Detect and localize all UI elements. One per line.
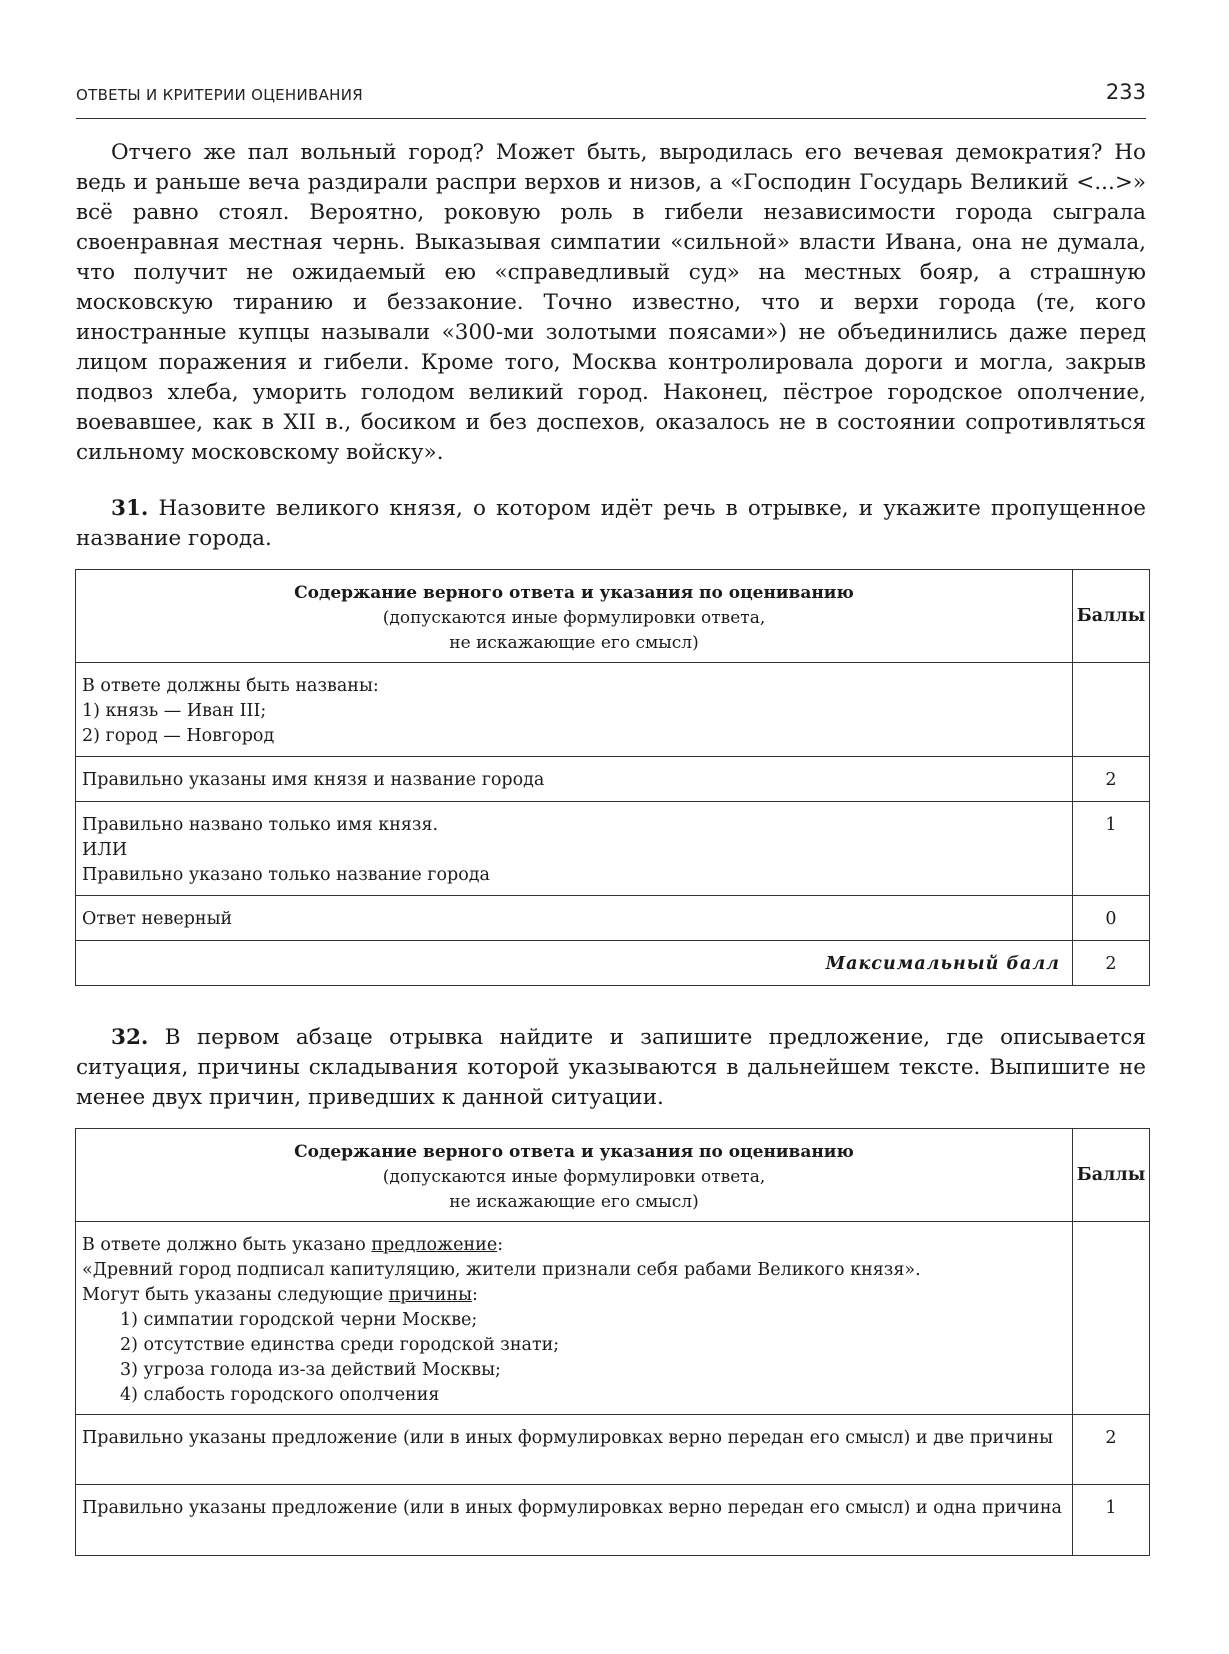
section-title: ОТВЕТЫ И КРИТЕРИИ ОЦЕНИВАНИЯ xyxy=(76,86,364,104)
table-row xyxy=(76,1485,1150,1556)
answer-intro: В ответе должны быть названы: xyxy=(82,676,379,696)
max-score-label: Максимальный балл xyxy=(76,941,1073,986)
question-number: 32. xyxy=(111,1025,149,1050)
reason-item: 4) слабость городского ополчения xyxy=(120,1385,440,1405)
answer-sentence: «Древний город подписал капитуляцию, жители признали себя рабами Великого князя». xyxy=(82,1260,921,1280)
answer-cell xyxy=(76,1222,1073,1415)
running-head xyxy=(76,78,1146,119)
answer-intro xyxy=(82,1233,1066,1258)
question-32 xyxy=(76,1023,1146,1113)
criterion-cell xyxy=(76,802,1073,896)
reasons-intro xyxy=(82,1283,1066,1308)
text-fragment: : xyxy=(472,1285,478,1305)
answer-cell xyxy=(76,663,1073,757)
excerpt-paragraph: Отчего же пал вольный город? Может быть, выродилась его вечевая демократия? Но ведь и раньше веча раздирали распри верхов и низов, а «Господин Государь Великий <...>» всё равно стоял. Вероятно, роковую роль в гибели независимости города сыграла своенравная местная чернь. Выказывая симпатии «сильной» власти Ивана, она не думала, что получит не ожидаемый ею «справедливый суд» на местных бояр, а страшную московскую тиранию и беззаконие. Точно известно, что и верхи города (те, кого иностранные купцы называли «300-ми золотыми поясами») не объединились даже перед лицом поражения и гибели. Кроме того, Москва контролировала дороги и могла, закрыв подвоз хлеба, уморить голодом великий город. Наконец, пёстрое городское ополчение, воевавшее, как в XII в., босиком и без доспехов, оказалось не в состоянии сопротивляться сильному московскому войску». xyxy=(76,140,1146,465)
text-fragment: : xyxy=(497,1235,504,1255)
criterion-line: Правильно указано только название города xyxy=(82,865,490,885)
criterion-cell: Правильно указаны предложение (или в иных формулировках верно передан его смысл) и две причины xyxy=(76,1415,1073,1485)
question-text: Назовите великого князя, о котором идёт речь в отрывке, и укажите пропущенное название города. xyxy=(76,496,1146,551)
reason-item: 3) угроза голода из-за действий Москвы; xyxy=(120,1360,501,1380)
page-number: 233 xyxy=(1105,80,1146,104)
underlined-term: предложение xyxy=(371,1235,498,1255)
header-line: Содержание верного ответа и указания по оцениванию xyxy=(294,583,854,603)
table-row xyxy=(76,896,1150,941)
reason-item: 2) отсутствие единства среди городской знати; xyxy=(120,1335,560,1355)
criteria-table-31 xyxy=(75,569,1150,986)
table-row-max xyxy=(76,941,1150,986)
question-number: 31. xyxy=(111,496,149,521)
table-header-row xyxy=(76,1129,1150,1222)
table-row xyxy=(76,757,1150,802)
text-fragment: В ответе должно быть указано xyxy=(82,1235,372,1255)
header-line: не искажающие его смысл) xyxy=(449,633,699,653)
table-row xyxy=(76,663,1150,757)
table-row xyxy=(76,802,1150,896)
points-header: Баллы xyxy=(1073,570,1150,663)
criterion-line: Правильно названо только имя князя. xyxy=(82,815,439,835)
table-header-row xyxy=(76,570,1150,663)
points-cell xyxy=(1073,1222,1150,1415)
content-header xyxy=(76,570,1073,663)
content-header xyxy=(76,1129,1073,1222)
reason-item: 1) симпатии городской черни Москве; xyxy=(120,1310,478,1330)
answer-item: 1) князь — Иван III; xyxy=(82,701,267,721)
points-cell: 2 xyxy=(1073,757,1150,802)
table-row xyxy=(76,1415,1150,1485)
points-header: Баллы xyxy=(1073,1129,1150,1222)
header-line: не искажающие его смысл) xyxy=(449,1192,699,1212)
points-cell: 0 xyxy=(1073,896,1150,941)
question-text: В первом абзаце отрывка найдите и запишите предложение, где описывается ситуация, причины складывания которой указываются в дальнейшем тексте. Выпишите не менее двух причин, приведших к данной ситуации. xyxy=(76,1025,1146,1110)
points-cell: 1 xyxy=(1073,802,1150,896)
underlined-term: причины xyxy=(388,1285,472,1305)
header-line: (допускаются иные формулировки ответа, xyxy=(382,608,766,628)
criterion-cell: Ответ неверный xyxy=(76,896,1073,941)
points-cell: 1 xyxy=(1073,1485,1150,1556)
table-row xyxy=(76,1222,1150,1415)
criterion-line: ИЛИ xyxy=(82,840,128,860)
criterion-cell: Правильно указаны предложение (или в иных формулировках верно передан его смысл) и одна причина xyxy=(76,1485,1073,1556)
criteria-table-32 xyxy=(75,1128,1150,1556)
max-score-value: 2 xyxy=(1073,941,1150,986)
text-fragment: Могут быть указаны следующие xyxy=(82,1285,389,1305)
question-31 xyxy=(76,494,1146,554)
criterion-cell: Правильно указаны имя князя и название города xyxy=(76,757,1073,802)
points-cell xyxy=(1073,663,1150,757)
header-line: (допускаются иные формулировки ответа, xyxy=(382,1167,766,1187)
header-line: Содержание верного ответа и указания по оцениванию xyxy=(294,1142,854,1162)
answer-item: 2) город — Новгород xyxy=(82,726,275,746)
points-cell: 2 xyxy=(1073,1415,1150,1485)
